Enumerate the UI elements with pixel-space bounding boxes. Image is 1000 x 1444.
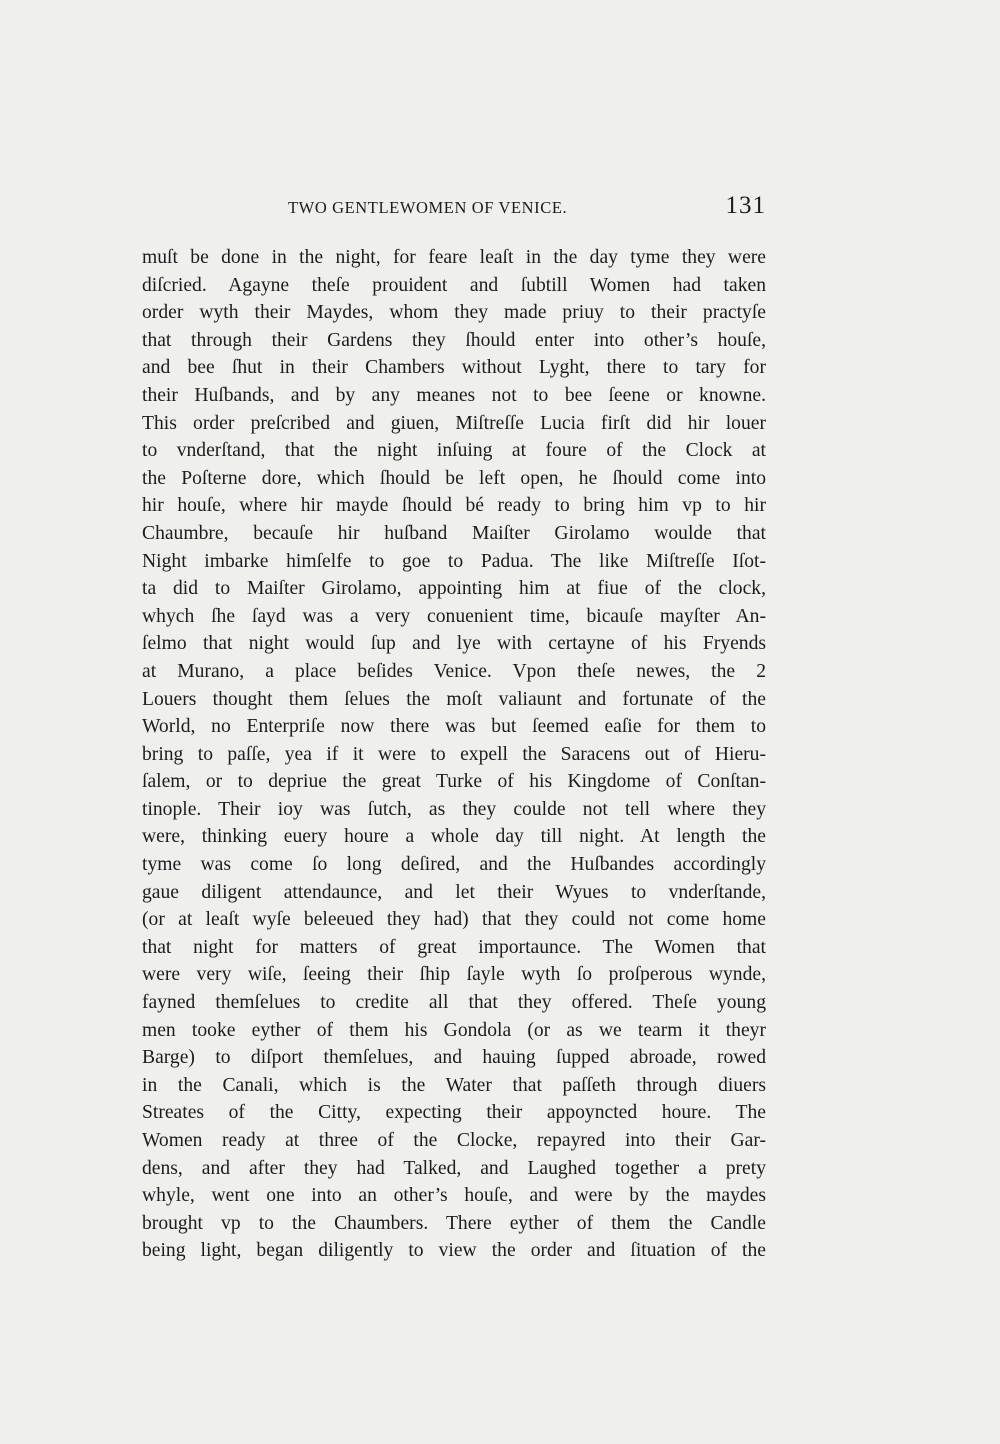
text-line: at Murano, a place beſides Venice. Vpon theſe newes, the 2 (142, 660, 766, 682)
text-line: Streates of the Citty, expecting their appoyncted houre. The (142, 1102, 766, 1124)
text-line: fayned themſelues to credite all that they offered. Theſe young (142, 992, 766, 1014)
text-line: men tooke eyther of them his Gondola (or as we tearm it theyr (142, 1019, 766, 1041)
page-number: 131 (725, 192, 766, 219)
body-text (142, 244, 766, 1265)
text-line: order wyth their Maydes, whom they made priuy to their practyſe (142, 302, 766, 324)
text-line: and bee ſhut in their Chambers without Lyght, there to tary for (142, 357, 766, 379)
text-line: Night imbarke himſelfe to goe to Padua. The like Miſtreſſe Iſot- (142, 550, 766, 572)
text-line: ſelmo that night would ſup and lye with certayne of his Fryends (142, 633, 766, 655)
text-line: whych ſhe ſayd was a very conuenient time, bicauſe mayſter An- (142, 605, 766, 627)
text-line: muſt be done in the night, for feare leaſt in the day tyme they were (142, 247, 766, 268)
text-line: were, thinking euery houre a whole day till night. At length the (142, 826, 766, 848)
text-line: gaue diligent attendaunce, and let their Wyues to vnderſtande, (142, 881, 766, 903)
text-line: World, no Enterpriſe now there was but ſeemed eaſie for them to (142, 716, 766, 738)
text-line: Women ready at three of the Clocke, repayred into their Gar- (142, 1130, 766, 1151)
text-line: Chaumbre, becauſe hir huſband Maiſter Girolamo woulde that (142, 522, 766, 544)
text-line: tinople. Their ioy was ſutch, as they coulde not tell where they (142, 798, 766, 820)
text-line: to vnderſtand, that the night inſuing at foure of the Clock at (142, 440, 766, 462)
text-line: the Poſterne dore, which ſhould be left open, he ſhould come into (142, 467, 766, 489)
text-line: hir houſe, where hir mayde ſhould bé ready to bring him vp to hir (142, 495, 766, 517)
text-line: brought vp to the Chaumbers. There eyther of them the Candle (142, 1212, 766, 1234)
text-line: being light, began diligently to view the order and ſituation of the (142, 1240, 766, 1262)
text-line: in the Canali, which is the Water that paſſeth through diuers (142, 1074, 766, 1096)
text-line: This order preſcribed and giuen, Miſtreſſe Lucia firſt did hir louer (142, 412, 766, 434)
text-line: diſcried. Agayne theſe prouident and ſubtill Women had taken (142, 274, 766, 296)
text-line: were very wiſe, ſeeing their ſhip ſayle wyth ſo proſperous wynde, (142, 964, 766, 986)
text-line: ſalem, or to depriue the great Turke of his Kingdome of Conſtan- (142, 771, 766, 793)
text-line: dens, and after they had Talked, and Laughed together a prety (142, 1157, 766, 1179)
text-line: Barge) to diſport themſelues, and hauing ſupped abroade, rowed (142, 1047, 766, 1069)
text-line: (or at leaſt wyſe beleeued they had) that they could not come home (142, 909, 766, 931)
text-line: that night for matters of great importaunce. The Women that (142, 936, 766, 958)
running-title: TWO GENTLEWOMEN OF VENICE. (288, 198, 568, 217)
text-line: ta did to Maiſter Girolamo, appointing him at fiue of the clock, (142, 578, 766, 600)
running-head (142, 194, 766, 224)
text-line: that through their Gardens they ſhould enter into other’s houſe, (142, 329, 766, 351)
text-line: Louers thought them ſelues the moſt valiaunt and fortunate of the (142, 688, 766, 710)
text-line: their Huſbands, and by any meanes not to bee ſeene or knowne. (142, 384, 766, 406)
text-line: bring to paſſe, yea if it were to expell the Saracens out of Hieru- (142, 743, 766, 765)
text-line: tyme was come ſo long deſired, and the Huſbandes accordingly (142, 854, 766, 876)
text-line: whyle, went one into an other’s houſe, and were by the maydes (142, 1185, 766, 1207)
